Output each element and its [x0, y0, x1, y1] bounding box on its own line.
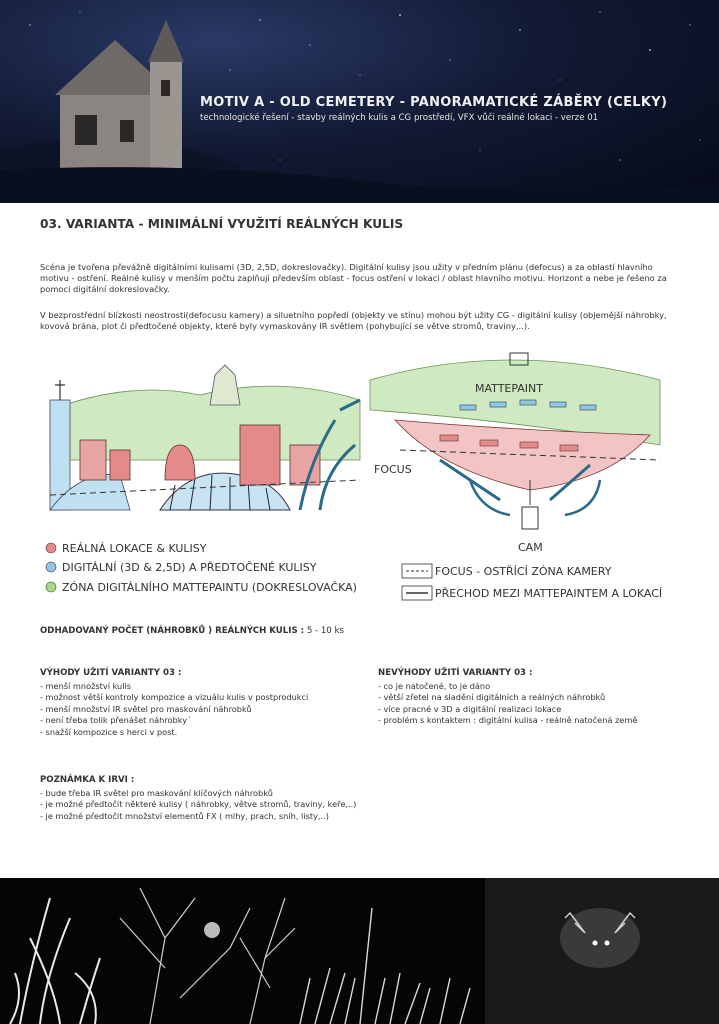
list-item: - je možné předtočit množství elementů FX ( mlhy, prach, sníh, listy,..) — [40, 810, 329, 821]
list-item: - menší množství IR světel pro maskování náhrobků — [40, 703, 252, 714]
legend-focus-label: FOCUS - OSTŘÍCÍ ZÓNA KAMERY — [435, 565, 612, 578]
color-legend — [46, 542, 357, 594]
list-item: - snažší kompozice s herci v post. — [40, 726, 178, 737]
list-item: - více pracné v 3D a digitální realizaci lokace — [378, 703, 562, 714]
list-item: - co je natočené, to je dáno — [378, 680, 491, 691]
chapel-icon — [55, 20, 184, 170]
legend-digital-label: DIGITÁLNÍ (3D & 2,5D) A PŘEDTOČENÉ KULISY — [62, 561, 317, 574]
line-legend — [402, 564, 662, 600]
cam-label: CAM — [518, 541, 543, 554]
focus-label: FOCUS — [374, 463, 412, 476]
moon-icon — [204, 922, 220, 938]
legend-real-label: REÁLNÁ LOKACE & KULISY — [62, 542, 207, 555]
list-item: - problém s kontaktem : digitální kulisa - reálně natočená země — [378, 715, 638, 726]
estimate-line — [40, 626, 344, 636]
ir-note — [40, 775, 540, 822]
ir-photo-strip — [0, 878, 719, 1024]
list-item: - není třeba tolik přenášet náhrobky´ — [40, 715, 192, 726]
legend-real-swatch — [46, 543, 56, 553]
note-title: POZNÁMKA K IRVI : — [40, 775, 135, 785]
ir-photos-illustration — [0, 878, 719, 1024]
top-view-sketch — [370, 353, 660, 529]
list-item: - větší zřetel na sladění digitálních a reálných náhrobků — [378, 692, 606, 703]
list-item: - je možné předtočit některé kulisy ( náhrobky, větve stromů, traviny, keře,..) — [40, 799, 357, 810]
description-paragraph-1: Scéna je tvořena převážně digitálními kulisami (3D, 2,5D, dokreslovačky). Digitální kulisy jsou užity v předním plánu (defocus) a za oblastí hlavního motivu - ostření. Reálné kulisy v menším počtu zaplňují především oblast - focus ostření v lokaci / oblast hlavního motivu. Horizont a nebe je řešeno za pomoci digitální dokreslovačky. — [40, 262, 667, 295]
pros-title: VÝHODY UŽITÍ VARIANTY 03 : — [40, 668, 182, 678]
estimate-label: ODHADOVANÝ POČET (NÁHROBKŮ ) REÁLNÝCH KULIS : — [40, 626, 305, 636]
cons-title: NEVÝHODY UŽITÍ VARIANTY 03 : — [378, 668, 533, 678]
list-item: - menší množství kulis — [40, 680, 132, 691]
legend-matte-swatch — [46, 582, 56, 592]
page-title: MOTIV A - OLD CEMETERY - PANORAMATICKÉ ZÁBĚRY (CELKY) — [200, 95, 668, 110]
legend-digital-swatch — [46, 562, 56, 572]
pros-list — [40, 668, 370, 739]
mattepaint-label: MATTEPAINT — [475, 382, 544, 395]
header-banner — [0, 0, 719, 203]
cons-list — [378, 668, 698, 727]
scene-sketch — [40, 350, 680, 620]
legend-matte-label: ZÓNA DIGITÁLNÍHO MATTEPAINTU (DOKRESLOVAČKA) — [62, 581, 357, 594]
description-paragraph-2: V bezprostřední blízkosti neostrosti(defocusu kamery) a siluetního popředí (objekty ve stínu) mohou být užity CG - digitální kulisy (objemější náhrobky, kovová brána, plot či předtočené objekty, které byly vymaskovány IR světlem (pohybující se větve stromů, traviny,..). — [40, 310, 667, 332]
legend-transition-label: PŘECHOD MEZI MATTEPAINTEM A LOKACÍ — [435, 587, 663, 600]
section-title: 03. VARIANTA - MINIMÁLNÍ VYUŽITÍ REÁLNÝCH KULIS — [40, 217, 404, 231]
page-subtitle: technologické řešení - stavby reálných kulis a CG prostředí, VFX vůči reálné lokaci - verze 01 — [200, 113, 599, 123]
list-item: - možnost větší kontroly kompozice a vizuálu kulis v postprodukci — [40, 692, 309, 703]
front-view-sketch — [45, 355, 365, 510]
list-item: - bude třeba IR světel pro maskování klíčových náhrobků — [40, 787, 273, 798]
estimate-value: 5 - 10 ks — [306, 626, 344, 636]
